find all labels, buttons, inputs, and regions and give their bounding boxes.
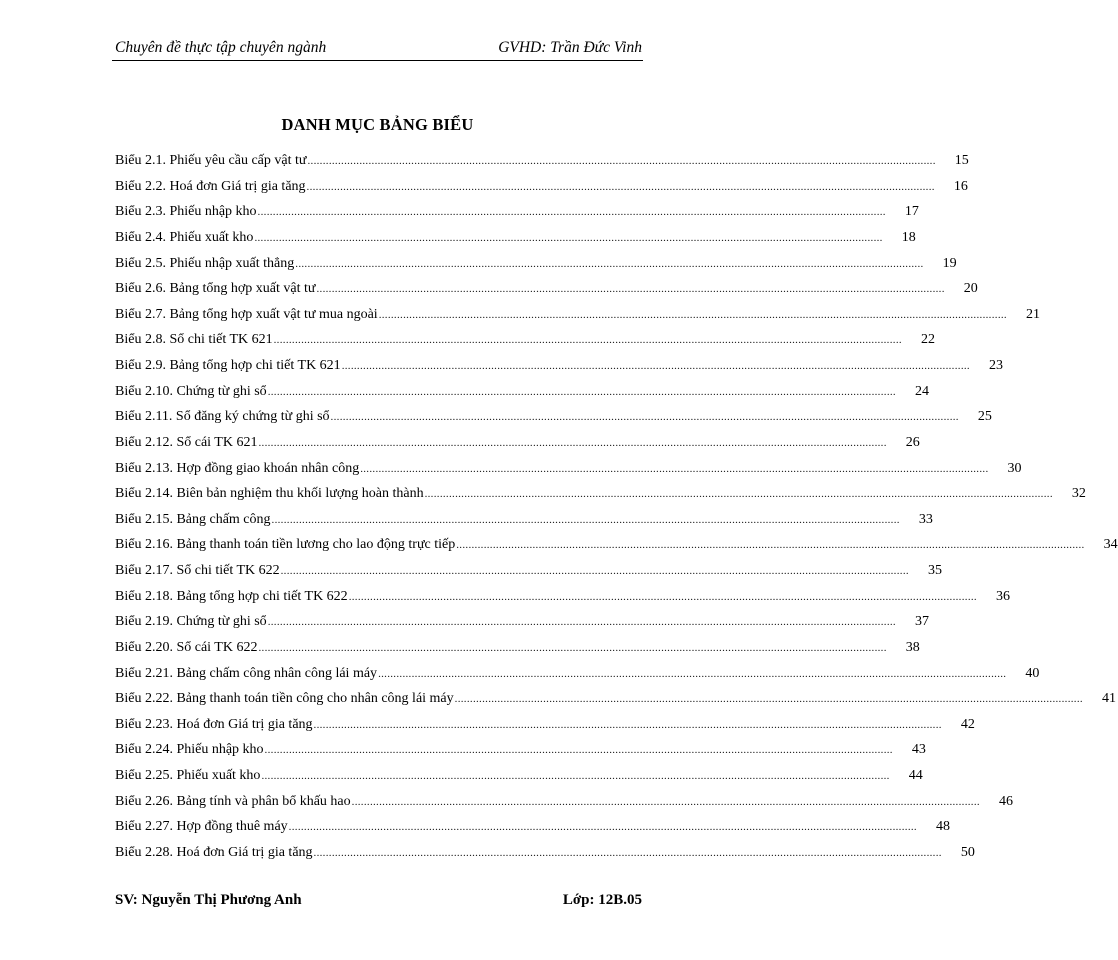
toc-dot-leader: .............................................................................................................................................................................................................. bbox=[378, 308, 1007, 321]
toc-entry-page: 18 bbox=[901, 229, 916, 245]
toc-entry-page: 35 bbox=[927, 563, 942, 578]
toc-entry bbox=[115, 379, 929, 405]
toc-entry-page: 21 bbox=[1026, 306, 1040, 322]
toc-entry-page: 24 bbox=[915, 383, 929, 399]
toc-entry-page: 38 bbox=[905, 639, 920, 655]
toc-entry-label: Biểu 2.6. Bảng tổng hợp xuất vật tư bbox=[115, 281, 316, 297]
toc-entry-label: Biểu 2.9. Bảng tổng hợp chi tiết TK 621 bbox=[115, 358, 341, 373]
toc-dot-leader: .............................................................................................................................................................................................................. bbox=[267, 616, 896, 629]
header-course-title: Chuyên đề thực tập chuyên ngành bbox=[115, 39, 327, 56]
table-of-figures bbox=[115, 148, 1118, 866]
toc-entry-label: Biểu 2.26. Bảng tính và phân bổ khấu hao bbox=[115, 793, 351, 809]
toc-entry-page: 37 bbox=[915, 614, 929, 630]
toc-entry bbox=[115, 635, 920, 661]
toc-entry-label: Biểu 2.20. Sổ cái TK 622 bbox=[115, 639, 258, 655]
toc-entry-label: Biểu 2.19. Chứng từ ghi sổ bbox=[115, 614, 267, 630]
toc-entry-page: 41 bbox=[1101, 691, 1116, 707]
toc-entry-page: 19 bbox=[942, 255, 957, 271]
toc-dot-leader: .............................................................................................................................................................................................................. bbox=[288, 821, 917, 834]
footer-student: SV: Nguyễn Thị Phương Anh bbox=[115, 892, 302, 908]
toc-entry-page: 40 bbox=[1025, 665, 1040, 681]
toc-dot-leader: .............................................................................................................................................................................................................. bbox=[257, 206, 886, 219]
toc-dot-leader: .............................................................................................................................................................................................................. bbox=[424, 488, 1053, 501]
toc-entry-page: 16 bbox=[953, 178, 968, 194]
footer-class: Lớp: 12B.05 bbox=[562, 892, 642, 908]
toc-entry bbox=[115, 251, 957, 277]
header-divider bbox=[112, 60, 643, 61]
toc-entry bbox=[115, 456, 1022, 482]
toc-dot-leader: .............................................................................................................................................................................................................. bbox=[351, 795, 980, 808]
toc-entry-page: 23 bbox=[989, 358, 1003, 373]
toc-entry-page: 44 bbox=[908, 768, 923, 783]
page-title: DANH MỤC BẢNG BIỂU bbox=[281, 115, 474, 134]
toc-entry-label: Biểu 2.14. Biên bản nghiệm thu khối lượng hoàn thành bbox=[115, 486, 424, 502]
toc-entry-page: 50 bbox=[960, 844, 975, 860]
toc-entry-label: Biểu 2.11. Sổ đăng ký chứng từ ghi sổ bbox=[115, 409, 330, 425]
toc-entry bbox=[115, 737, 926, 763]
toc-entry-page: 25 bbox=[977, 409, 992, 425]
toc-entry bbox=[115, 712, 975, 738]
toc-entry-page: 33 bbox=[918, 511, 933, 527]
toc-entry-label: Biểu 2.23. Hoá đơn Giá trị gia tăng bbox=[115, 716, 313, 732]
toc-entry-label: Biểu 2.2. Hoá đơn Giá trị gia tăng bbox=[115, 178, 306, 194]
toc-dot-leader: .............................................................................................................................................................................................................. bbox=[267, 385, 896, 398]
toc-entry-page: 43 bbox=[911, 742, 926, 758]
toc-entry-label: Biểu 2.27. Hợp đồng thuê máy bbox=[115, 819, 288, 835]
toc-entry bbox=[115, 584, 1010, 610]
toc-dot-leader: .............................................................................................................................................................................................................. bbox=[261, 770, 890, 782]
toc-entry-label: Biểu 2.25. Phiếu xuất kho bbox=[115, 768, 261, 783]
toc-entry-label: Biểu 2.22. Bảng thanh toán tiền công cho nhân công lái máy bbox=[115, 691, 454, 707]
toc-dot-leader: .............................................................................................................................................................................................................. bbox=[258, 436, 887, 449]
page-footer bbox=[115, 892, 642, 909]
toc-dot-leader: .............................................................................................................................................................................................................. bbox=[295, 257, 924, 270]
toc-dot-leader: .............................................................................................................................................................................................................. bbox=[306, 180, 935, 193]
toc-entry-page: 20 bbox=[963, 281, 978, 297]
toc-entry bbox=[115, 327, 935, 353]
toc-entry-page: 30 bbox=[1007, 460, 1022, 476]
toc-entry bbox=[115, 814, 950, 840]
toc-entry bbox=[115, 353, 1003, 379]
toc-dot-leader: .............................................................................................................................................................................................................. bbox=[273, 334, 902, 347]
toc-dot-leader: .............................................................................................................................................................................................................. bbox=[330, 411, 959, 424]
toc-entry bbox=[115, 481, 1086, 507]
toc-entry-label: Biểu 2.3. Phiếu nhập kho bbox=[115, 204, 257, 220]
toc-entry-label: Biểu 2.15. Bảng chấm công bbox=[115, 511, 271, 527]
toc-dot-leader: .............................................................................................................................................................................................................. bbox=[264, 744, 893, 757]
toc-entry-label: Biểu 2.4. Phiếu xuất kho bbox=[115, 229, 254, 245]
toc-entry bbox=[115, 174, 968, 200]
toc-entry bbox=[115, 199, 919, 225]
toc-entry-page: 48 bbox=[935, 819, 950, 835]
toc-dot-leader: .............................................................................................................................................................................................................. bbox=[341, 360, 970, 372]
page-header bbox=[115, 39, 642, 57]
toc-dot-leader: .............................................................................................................................................................................................................. bbox=[313, 846, 942, 859]
toc-dot-leader: .............................................................................................................................................................................................................. bbox=[313, 718, 942, 731]
toc-entry-page: 26 bbox=[905, 434, 920, 450]
toc-entry bbox=[115, 276, 978, 302]
toc-entry-label: Biểu 2.12. Sổ cái TK 621 bbox=[115, 434, 258, 450]
header-instructor: GVHD: Trần Đức Vinh bbox=[498, 39, 642, 56]
toc-entry-label: Biểu 2.24. Phiếu nhập kho bbox=[115, 742, 264, 758]
toc-dot-leader: .............................................................................................................................................................................................................. bbox=[280, 565, 909, 577]
toc-dot-leader: .............................................................................................................................................................................................................. bbox=[360, 462, 989, 475]
toc-entry bbox=[115, 686, 1116, 712]
toc-entry-label: Biểu 2.17. Sổ chi tiết TK 622 bbox=[115, 563, 280, 578]
toc-entry-label: Biểu 2.13. Hợp đồng giao khoán nhân công bbox=[115, 460, 360, 476]
toc-entry-label: Biểu 2.18. Bảng tổng hợp chi tiết TK 622 bbox=[115, 588, 348, 604]
toc-dot-leader: .............................................................................................................................................................................................................. bbox=[454, 693, 1083, 706]
toc-entry bbox=[115, 404, 992, 430]
toc-entry-label: Biểu 2.5. Phiếu nhập xuất thẳng bbox=[115, 255, 295, 271]
toc-entry-page: 34 bbox=[1103, 537, 1118, 553]
toc-entry-page: 46 bbox=[998, 793, 1013, 809]
toc-dot-leader: .............................................................................................................................................................................................................. bbox=[316, 283, 945, 296]
toc-entry-label: Biểu 2.16. Bảng thanh toán tiền lương cho lao động trực tiếp bbox=[115, 537, 456, 553]
toc-entry bbox=[115, 609, 929, 635]
toc-entry-label: Biểu 2.28. Hoá đơn Giá trị gia tăng bbox=[115, 844, 313, 860]
toc-entry bbox=[115, 532, 1118, 558]
toc-entry-label: Biểu 2.21. Bảng chấm công nhân công lái máy bbox=[115, 665, 378, 681]
toc-entry-page: 32 bbox=[1071, 486, 1086, 502]
toc-dot-leader: .............................................................................................................................................................................................................. bbox=[456, 539, 1085, 552]
toc-dot-leader: .............................................................................................................................................................................................................. bbox=[271, 513, 900, 526]
toc-entry-label: Biểu 2.8. Sổ chi tiết TK 621 bbox=[115, 332, 273, 348]
toc-dot-leader: .............................................................................................................................................................................................................. bbox=[258, 641, 887, 654]
toc-entry-page: 36 bbox=[996, 588, 1010, 604]
toc-dot-leader: .............................................................................................................................................................................................................. bbox=[378, 667, 1007, 680]
toc-entry bbox=[115, 661, 1040, 687]
toc-entry bbox=[115, 558, 942, 584]
toc-entry bbox=[115, 225, 916, 251]
toc-entry bbox=[115, 840, 975, 866]
toc-entry bbox=[115, 507, 933, 533]
toc-entry bbox=[115, 302, 1040, 328]
toc-dot-leader: .............................................................................................................................................................................................................. bbox=[254, 231, 883, 244]
toc-entry-label: Biểu 2.10. Chứng từ ghi sổ bbox=[115, 383, 267, 399]
toc-entry bbox=[115, 763, 923, 789]
toc-entry-page: 15 bbox=[954, 153, 969, 168]
toc-entry bbox=[115, 148, 969, 174]
toc-entry-label: Biểu 2.1. Phiếu yêu cầu cấp vật tư bbox=[115, 153, 307, 168]
toc-entry bbox=[115, 430, 920, 456]
toc-dot-leader: .............................................................................................................................................................................................................. bbox=[348, 590, 977, 603]
toc-entry-page: 17 bbox=[904, 204, 919, 220]
toc-entry-page: 42 bbox=[960, 716, 975, 732]
toc-entry-label: Biểu 2.7. Bảng tổng hợp xuất vật tư mua ngoài bbox=[115, 306, 378, 322]
toc-dot-leader: .............................................................................................................................................................................................................. bbox=[307, 155, 936, 167]
toc-entry-page: 22 bbox=[920, 332, 935, 348]
toc-entry bbox=[115, 789, 1013, 815]
